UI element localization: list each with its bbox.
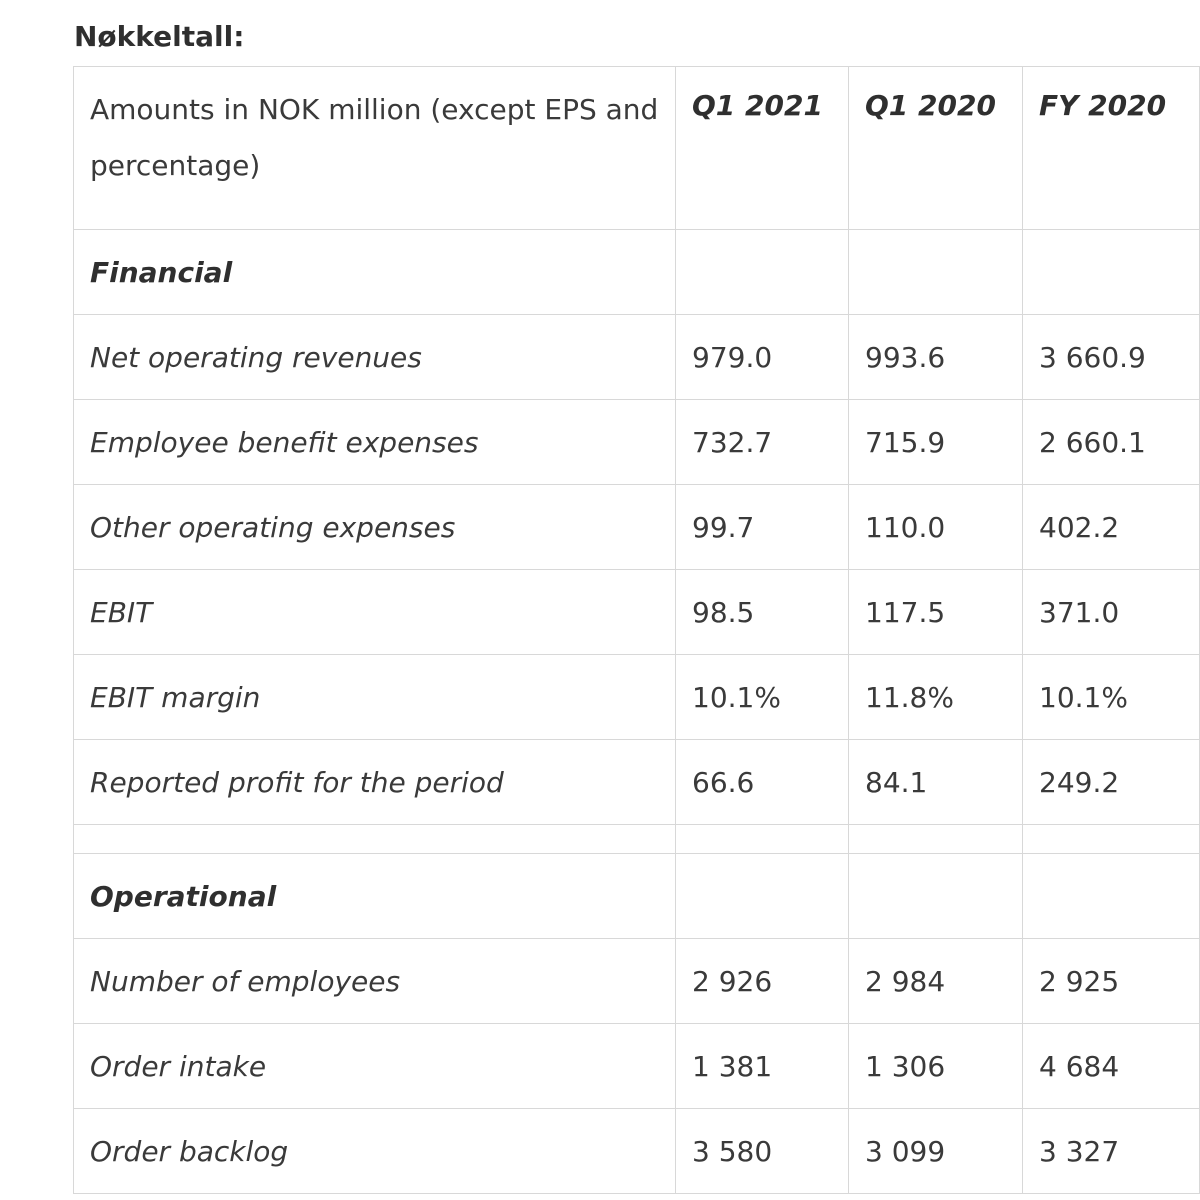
row-label: Net operating revenues — [74, 315, 676, 400]
cell-value: 979.0 — [676, 315, 849, 400]
key-figures-table — [73, 66, 1200, 1194]
cell-value: 84.1 — [849, 740, 1023, 825]
section-row-financial — [74, 230, 1200, 315]
section-row-operational — [74, 854, 1200, 939]
cell-value: 3 327 — [1023, 1109, 1200, 1194]
table-row — [74, 485, 1200, 570]
cell-value: 249.2 — [1023, 740, 1200, 825]
table-row — [74, 740, 1200, 825]
cell-value: 110.0 — [849, 485, 1023, 570]
column-header-q1-2021: Q1 2021 — [676, 67, 849, 230]
row-label: EBIT margin — [74, 655, 676, 740]
table-row — [74, 315, 1200, 400]
cell-value: 117.5 — [849, 570, 1023, 655]
cell-value: 2 660.1 — [1023, 400, 1200, 485]
table-header-row — [74, 67, 1200, 230]
row-label: Order intake — [74, 1024, 676, 1109]
cell-value: 2 926 — [676, 939, 849, 1024]
cell-value: 3 099 — [849, 1109, 1023, 1194]
cell-value: 1 306 — [849, 1024, 1023, 1109]
table-row — [74, 1109, 1200, 1194]
column-header-description: Amounts in NOK million (except EPS and percentage) — [74, 67, 676, 230]
cell-value: 1 381 — [676, 1024, 849, 1109]
cell-value: 4 684 — [1023, 1024, 1200, 1109]
column-header-fy-2020: FY 2020 — [1023, 67, 1200, 230]
table-row — [74, 400, 1200, 485]
cell-value: 11.8% — [849, 655, 1023, 740]
row-label: Number of employees — [74, 939, 676, 1024]
cell-value: 10.1% — [676, 655, 849, 740]
section-title: Financial — [74, 230, 676, 315]
cell-value: 402.2 — [1023, 485, 1200, 570]
cell-value: 3 580 — [676, 1109, 849, 1194]
cell-value: 2 925 — [1023, 939, 1200, 1024]
cell-value: 10.1% — [1023, 655, 1200, 740]
column-header-q1-2020: Q1 2020 — [849, 67, 1023, 230]
cell-value: 371.0 — [1023, 570, 1200, 655]
row-label: EBIT — [74, 570, 676, 655]
row-label: Order backlog — [74, 1109, 676, 1194]
cell-value: 715.9 — [849, 400, 1023, 485]
cell-value: 3 660.9 — [1023, 315, 1200, 400]
row-label: Reported profit for the period — [74, 740, 676, 825]
cell-value: 732.7 — [676, 400, 849, 485]
cell-value: 66.6 — [676, 740, 849, 825]
spacer-row — [74, 825, 1200, 854]
section-title: Operational — [74, 854, 676, 939]
row-label: Other operating expenses — [74, 485, 676, 570]
page-heading: Nøkkeltall: — [74, 20, 245, 53]
table-row — [74, 570, 1200, 655]
table-row — [74, 939, 1200, 1024]
table-row — [74, 1024, 1200, 1109]
cell-value: 99.7 — [676, 485, 849, 570]
cell-value: 2 984 — [849, 939, 1023, 1024]
table-row — [74, 655, 1200, 740]
row-label: Employee benefit expenses — [74, 400, 676, 485]
cell-value: 993.6 — [849, 315, 1023, 400]
cell-value: 98.5 — [676, 570, 849, 655]
